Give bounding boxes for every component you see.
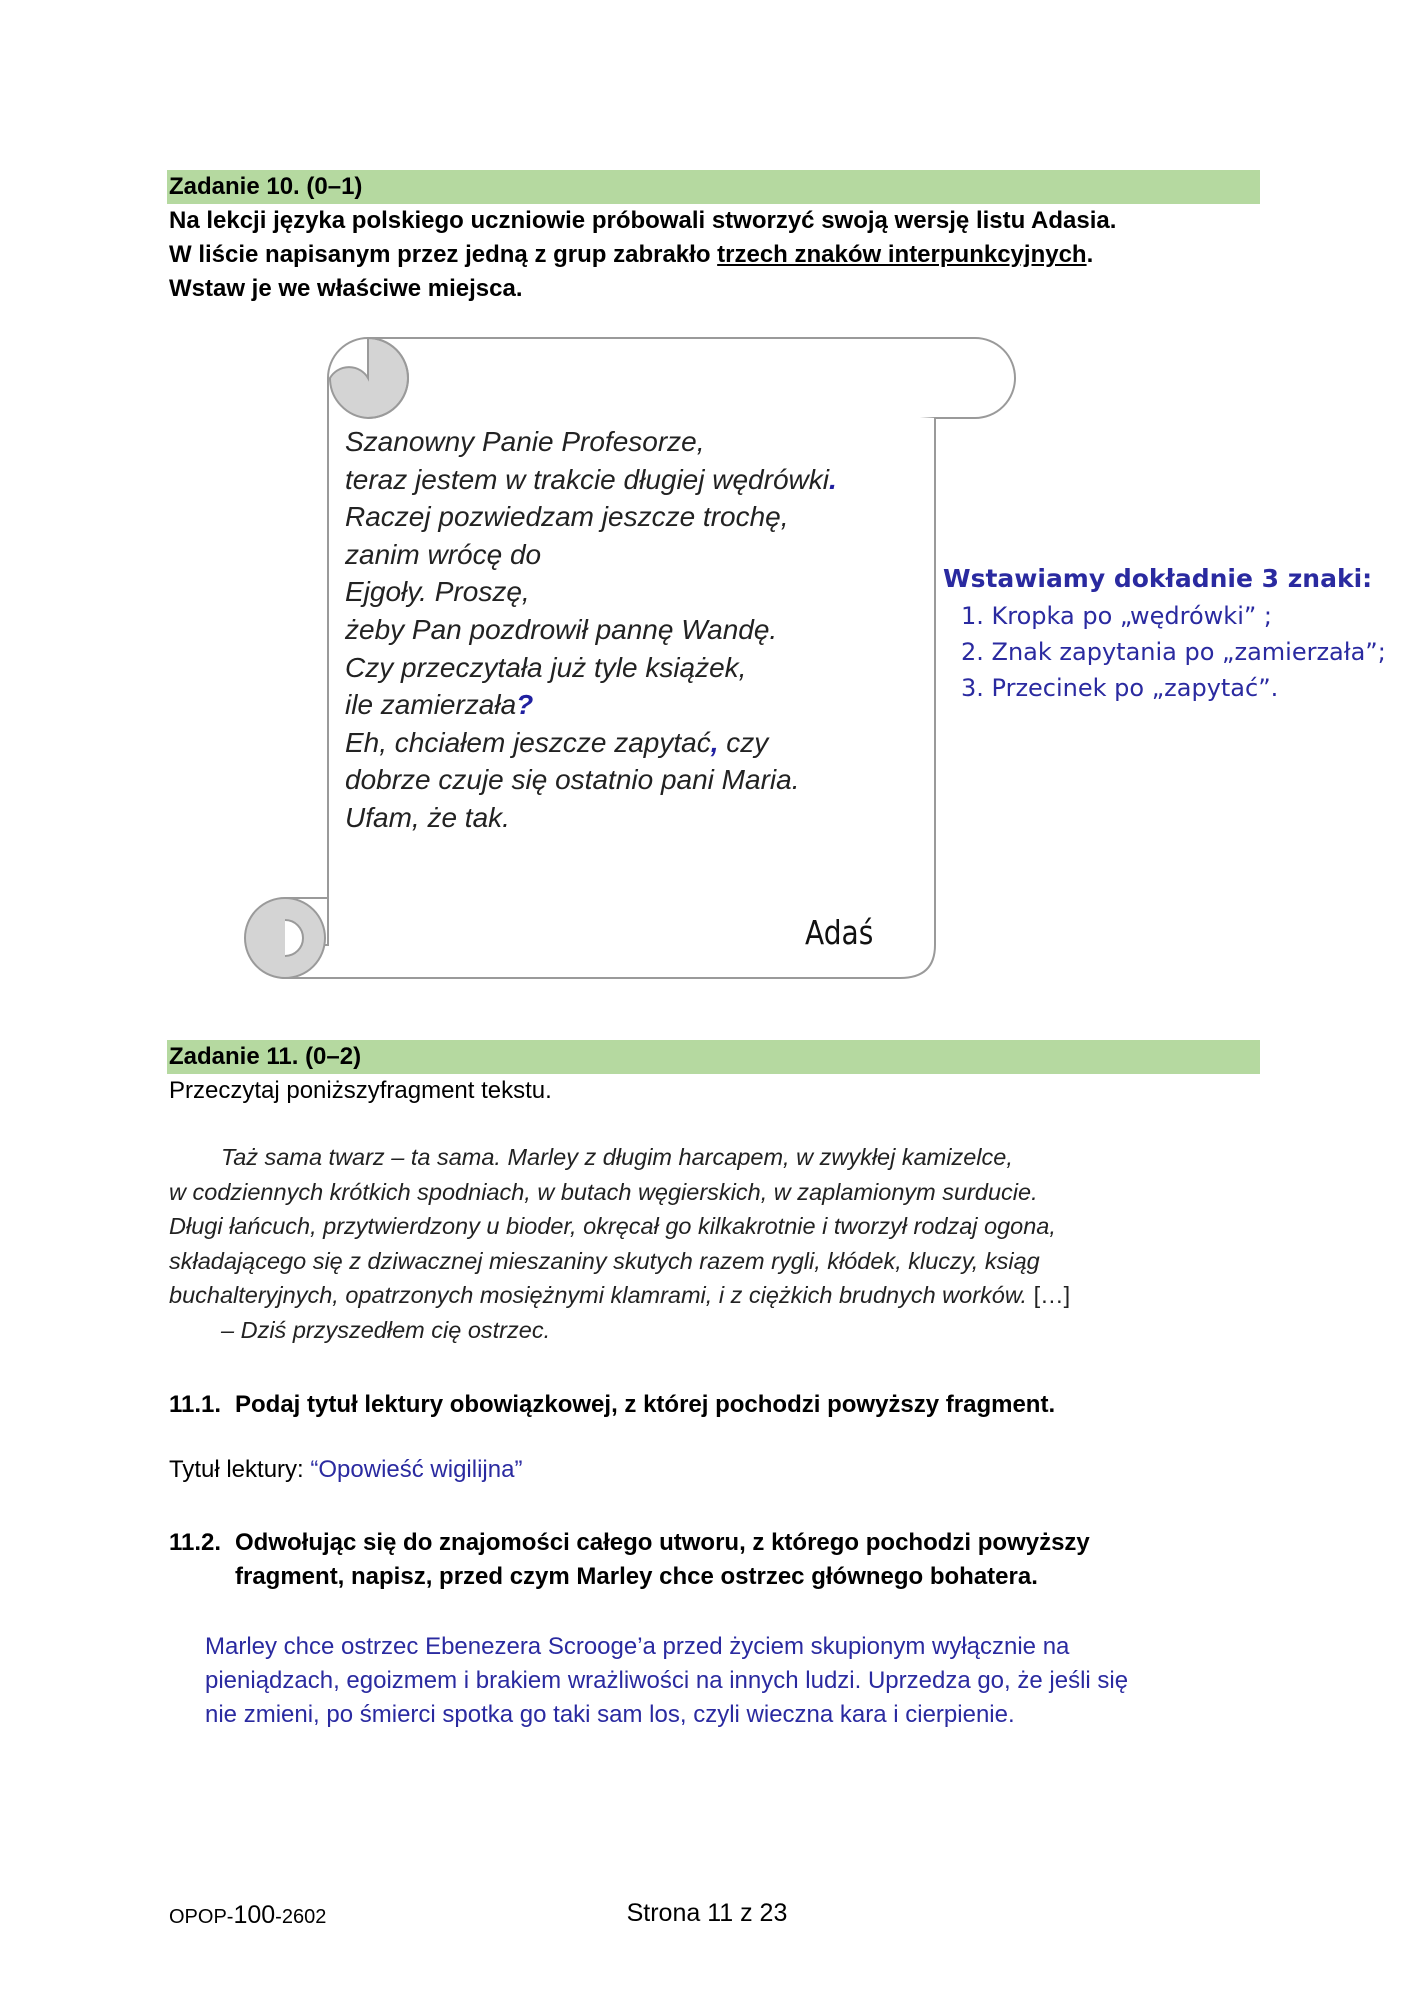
letter-line: Ejgoły. Proszę, <box>345 576 530 608</box>
question-11-2 <box>169 1526 1269 1594</box>
answer-line: nie zmieni, po śmierci spotka go taki sam los, czyli wieczna kara i cierpienie. <box>205 1701 1015 1728</box>
question-number: 11.2. <box>169 1529 222 1556</box>
question-text-cont: fragment, napisz, przed czym Marley chce ostrzec głównego bohatera. <box>235 1563 1038 1590</box>
question-11-1 <box>169 1388 1269 1422</box>
fragment-line: Taż sama twarz – ta sama. Marley z długim harcapem, w zwykłej kamizelce, <box>221 1144 1013 1170</box>
letter-line: teraz jestem w trakcie długiej wędrówki. <box>345 463 837 495</box>
fragment-line: buchalteryjnych, opatrzonych mosiężnymi klamrami, i z ciężkich brudnych worków. […] <box>169 1282 1071 1308</box>
letter-line: dobrze czuje się ostatnio pani Maria. <box>345 764 800 796</box>
fragment-line: – Dziś przyszedłem cię ostrzec. <box>221 1316 551 1343</box>
letter-line: Ufam, że tak. <box>345 801 510 833</box>
question-text: Odwołując się do znajomości całego utworu, z którego pochodzi powyższy <box>235 1529 1090 1556</box>
task11-intro: Przeczytaj poniższyfragment tekstu. <box>169 1077 552 1104</box>
fragment-line: w codziennych krótkich spodniach, w butach węgierskich, w zaplamionym surducie. <box>169 1178 1038 1205</box>
inserted-question-mark: ? <box>516 689 534 721</box>
answer-note <box>943 560 1413 706</box>
note-item: 1. Kropka po „wędrówki” ; <box>961 602 1273 630</box>
letter-line: ile zamierzała? <box>345 689 534 721</box>
letter-line: Raczej pozwiedzam jeszcze trochę, <box>345 501 789 533</box>
task10-instr-line2: W liście napisanym przez jedną z grup zabrakło trzech znaków interpunkcyjnych. <box>169 241 1094 268</box>
letter-line: Szanowny Panie Profesorze, <box>345 426 705 457</box>
fragment-line: Długi łańcuch, przytwierdzony u bioder, okręcał go kilkakrotnie i tworzył rodzaj ogona, <box>169 1213 1056 1239</box>
answer-title-line <box>169 1453 522 1487</box>
task10-instr-line3: Wstaw je we właściwe miejsca. <box>169 275 523 302</box>
underlined-phrase: trzech znaków interpunkcyjnych <box>717 241 1087 268</box>
text-fragment <box>169 1140 1269 1347</box>
page-number: Strona 11 z 23 <box>626 1899 788 1927</box>
task10-header: Zadanie 10. (0–1) <box>167 170 1260 204</box>
answer-title: “Opowieść wigilijna” <box>310 1456 523 1483</box>
inserted-period: . <box>828 463 837 495</box>
letter-text <box>345 423 905 837</box>
letter-line: żeby Pan pozdrowił pannę Wandę. <box>345 613 778 645</box>
letter-line: Eh, chciałem jeszcze zapytać, czy <box>345 726 769 758</box>
answer-line: pieniądzach, egoizmem i brakiem wrażliwości na innych ludzi. Uprzedza go, że jeśli się <box>205 1667 1129 1694</box>
inserted-comma: , <box>710 726 719 758</box>
letter-line: zanim wrócę do <box>345 538 542 570</box>
letter-line: Czy przeczytała już tyle książek, <box>345 651 747 683</box>
answer-text <box>205 1630 1265 1732</box>
note-item: 3. Przecinek po „zapytać”. <box>961 674 1279 702</box>
note-title: Wstawiamy dokładnie 3 znaki: <box>943 564 1373 593</box>
answer-label: Tytuł lektury: <box>169 1456 311 1483</box>
task11-header: Zadanie 11. (0–2) <box>167 1040 1260 1074</box>
task10-instr-line1: Na lekcji języka polskiego uczniowie próbowali stworzyć swoją wersję listu Adasia. <box>169 207 1117 234</box>
exam-code: OPOP-100-2602 <box>169 1901 327 1929</box>
letter-signature: Adaś <box>805 913 874 952</box>
note-item: 2. Znak zapytania po „zamierzała”; <box>961 638 1386 666</box>
answer-line: Marley chce ostrzec Ebenezera Scrooge’a przed życiem skupionym wyłącznie na <box>205 1633 1070 1660</box>
fragment-line: składającego się z dziwacznej mieszaniny skutych razem rygli, kłódek, kluczy, ksiąg <box>169 1247 1040 1274</box>
question-text: Podaj tytuł lektury obowiązkowej, z której pochodzi powyższy fragment. <box>235 1391 1056 1418</box>
question-number: 11.1. <box>169 1391 222 1418</box>
